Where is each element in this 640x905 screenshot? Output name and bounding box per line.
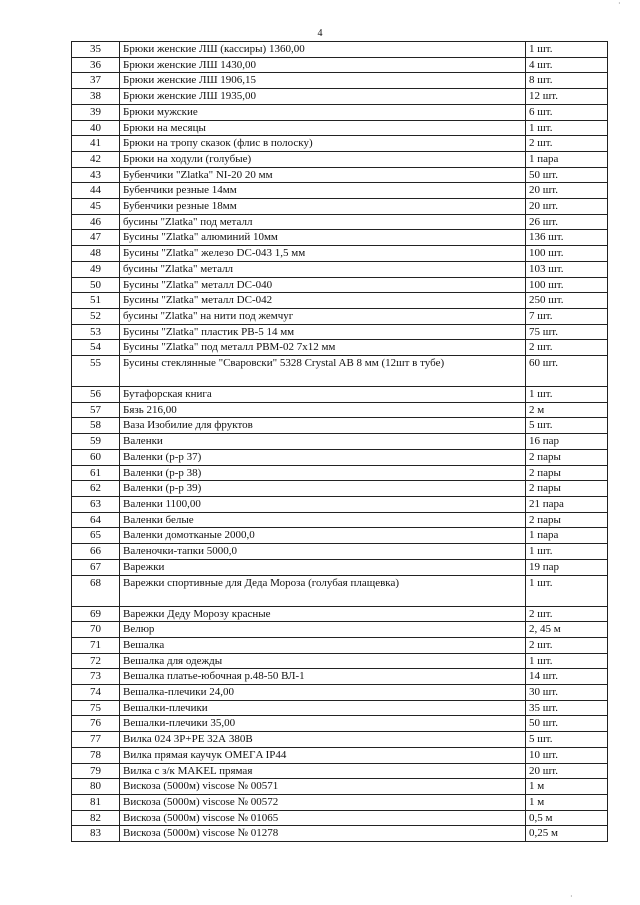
quantity-cell: 1 шт. [526, 120, 608, 136]
table-row [72, 465, 608, 481]
item-name-cell: Вешалки-плечики 35,00 [120, 716, 526, 732]
row-number-cell: 63 [72, 496, 120, 512]
item-name-cell: Бубенчики "Zlatka" NI-20 20 мм [120, 167, 526, 183]
row-number-cell: 60 [72, 449, 120, 465]
table-row [72, 214, 608, 230]
quantity-cell: 75 шт. [526, 324, 608, 340]
quantity-cell: 26 шт. [526, 214, 608, 230]
item-name-cell: Валенки (р-р 38) [120, 465, 526, 481]
row-number-cell: 82 [72, 810, 120, 826]
table-row [72, 637, 608, 653]
table-row [72, 810, 608, 826]
item-name-cell: Бутафорская книга [120, 387, 526, 403]
item-name-cell: Бусины "Zlatka" пластик PB-5 14 мм [120, 324, 526, 340]
quantity-cell: 7 шт. [526, 308, 608, 324]
quantity-cell: 30 шт. [526, 685, 608, 701]
quantity-cell: 5 шт. [526, 732, 608, 748]
item-name-cell: Брюки женские ЛШ 1430,00 [120, 57, 526, 73]
row-number-cell: 40 [72, 120, 120, 136]
quantity-cell: 35 шт. [526, 700, 608, 716]
row-number-cell: 77 [72, 732, 120, 748]
item-name-cell: Валенки (р-р 39) [120, 481, 526, 497]
item-name-cell: Вилка прямая каучук OMEГA IP44 [120, 747, 526, 763]
table-row [72, 622, 608, 638]
item-name-cell: Валенки (р-р 37) [120, 449, 526, 465]
quantity-cell: 1 пара [526, 528, 608, 544]
table-row [72, 434, 608, 450]
table-row [72, 449, 608, 465]
row-number-cell: 46 [72, 214, 120, 230]
scan-artifact-mark: · [618, 0, 621, 8]
quantity-cell: 4 шт. [526, 57, 608, 73]
item-name-cell: бусины "Zlatka" металл [120, 261, 526, 277]
quantity-cell: 2 пары [526, 449, 608, 465]
quantity-cell: 2 шт. [526, 637, 608, 653]
row-number-cell: 64 [72, 512, 120, 528]
table-row [72, 528, 608, 544]
quantity-cell: 1 шт. [526, 653, 608, 669]
item-name-cell: Вискоза (5000м) viscose № 01065 [120, 810, 526, 826]
quantity-cell: 1 шт. [526, 387, 608, 403]
quantity-cell: 20 шт. [526, 763, 608, 779]
row-number-cell: 75 [72, 700, 120, 716]
item-name-cell: Бусины "Zlatka" алюминий 10мм [120, 230, 526, 246]
item-name-cell: Вешалка платье-юбочная р.48-50 ВЛ-1 [120, 669, 526, 685]
table-row [72, 230, 608, 246]
quantity-cell: 5 шт. [526, 418, 608, 434]
table-row [72, 308, 608, 324]
quantity-cell: 1 пара [526, 151, 608, 167]
table-row [72, 73, 608, 89]
quantity-cell: 2 шт. [526, 340, 608, 356]
row-number-cell: 74 [72, 685, 120, 701]
item-name-cell: Вешалка [120, 637, 526, 653]
row-number-cell: 52 [72, 308, 120, 324]
inventory-table [71, 41, 608, 842]
quantity-cell: 103 шт. [526, 261, 608, 277]
quantity-cell: 136 шт. [526, 230, 608, 246]
item-name-cell: Брюки на месяцы [120, 120, 526, 136]
item-name-cell: Ваза Изобилие для фруктов [120, 418, 526, 434]
row-number-cell: 50 [72, 277, 120, 293]
row-number-cell: 68 [72, 575, 120, 606]
table-row [72, 779, 608, 795]
table-row [72, 826, 608, 842]
quantity-cell: 100 шт. [526, 246, 608, 262]
row-number-cell: 47 [72, 230, 120, 246]
quantity-cell: 250 шт. [526, 293, 608, 309]
item-name-cell: Валенки домотканые 2000,0 [120, 528, 526, 544]
table-row [72, 293, 608, 309]
table-row [72, 575, 608, 606]
row-number-cell: 70 [72, 622, 120, 638]
quantity-cell: 2 шт. [526, 136, 608, 152]
table-row [72, 559, 608, 575]
row-number-cell: 62 [72, 481, 120, 497]
row-number-cell: 49 [72, 261, 120, 277]
item-name-cell: Бубенчики резные 14мм [120, 183, 526, 199]
row-number-cell: 36 [72, 57, 120, 73]
row-number-cell: 53 [72, 324, 120, 340]
quantity-cell: 6 шт. [526, 104, 608, 120]
table-row [72, 199, 608, 215]
quantity-cell: 10 шт. [526, 747, 608, 763]
row-number-cell: 45 [72, 199, 120, 215]
item-name-cell: Варежки спортивные для Деда Мороза (голубая плащевка) [120, 575, 526, 606]
quantity-cell: 1 м [526, 779, 608, 795]
table-row [72, 136, 608, 152]
item-name-cell: Варежки [120, 559, 526, 575]
row-number-cell: 39 [72, 104, 120, 120]
table-row [72, 340, 608, 356]
quantity-cell: 2 пары [526, 512, 608, 528]
scan-artifact-mark: · [570, 892, 573, 901]
item-name-cell: Велюр [120, 622, 526, 638]
table-row [72, 151, 608, 167]
row-number-cell: 38 [72, 89, 120, 105]
row-number-cell: 44 [72, 183, 120, 199]
quantity-cell: 2 м [526, 402, 608, 418]
quantity-cell: 1 шт. [526, 42, 608, 58]
row-number-cell: 69 [72, 606, 120, 622]
item-name-cell: Вискоза (5000м) viscose № 01278 [120, 826, 526, 842]
row-number-cell: 42 [72, 151, 120, 167]
item-name-cell: Бусины стеклянные "Сваровски" 5328 Crystal AB 8 мм (12шт в тубе) [120, 356, 526, 387]
item-name-cell: Валенки 1100,00 [120, 496, 526, 512]
table-row [72, 669, 608, 685]
row-number-cell: 67 [72, 559, 120, 575]
row-number-cell: 37 [72, 73, 120, 89]
quantity-cell: 100 шт. [526, 277, 608, 293]
table-row [72, 261, 608, 277]
table-row [72, 42, 608, 58]
quantity-cell: 1 шт. [526, 544, 608, 560]
table-row [72, 544, 608, 560]
item-name-cell: Бусины "Zlatka" металл DC-042 [120, 293, 526, 309]
row-number-cell: 65 [72, 528, 120, 544]
table-row [72, 496, 608, 512]
item-name-cell: Вешалка для одежды [120, 653, 526, 669]
table-row [72, 512, 608, 528]
quantity-cell: 50 шт. [526, 167, 608, 183]
item-name-cell: Бусины "Zlatka" под металл PBM-02 7x12 мм [120, 340, 526, 356]
row-number-cell: 56 [72, 387, 120, 403]
row-number-cell: 66 [72, 544, 120, 560]
row-number-cell: 83 [72, 826, 120, 842]
item-name-cell: Брюки женские ЛШ 1906,15 [120, 73, 526, 89]
item-name-cell: Вискоза (5000м) viscose № 00572 [120, 794, 526, 810]
table-row [72, 606, 608, 622]
row-number-cell: 41 [72, 136, 120, 152]
row-number-cell: 59 [72, 434, 120, 450]
item-name-cell: Вилка 024 3Р+РЕ 32А 380В [120, 732, 526, 748]
table-row [72, 356, 608, 387]
row-number-cell: 81 [72, 794, 120, 810]
table-row [72, 653, 608, 669]
quantity-cell: 19 пар [526, 559, 608, 575]
table-row [72, 716, 608, 732]
quantity-cell: 20 шт. [526, 183, 608, 199]
table-row [72, 763, 608, 779]
page-number: 4 [317, 28, 323, 39]
table-row [72, 104, 608, 120]
item-name-cell: Брюки мужские [120, 104, 526, 120]
table-row [72, 183, 608, 199]
table-row [72, 57, 608, 73]
quantity-cell: 21 пара [526, 496, 608, 512]
row-number-cell: 78 [72, 747, 120, 763]
quantity-cell: 2 пары [526, 465, 608, 481]
quantity-cell: 1 м [526, 794, 608, 810]
quantity-cell: 2 шт. [526, 606, 608, 622]
row-number-cell: 58 [72, 418, 120, 434]
table-row [72, 685, 608, 701]
item-name-cell: Брюки женские ЛШ (кассиры) 1360,00 [120, 42, 526, 58]
row-number-cell: 55 [72, 356, 120, 387]
row-number-cell: 73 [72, 669, 120, 685]
row-number-cell: 48 [72, 246, 120, 262]
row-number-cell: 61 [72, 465, 120, 481]
quantity-cell: 0,25 м [526, 826, 608, 842]
item-name-cell: Бубенчики резные 18мм [120, 199, 526, 215]
table-row [72, 120, 608, 136]
item-name-cell: Бязь 216,00 [120, 402, 526, 418]
item-name-cell: Валенки белые [120, 512, 526, 528]
quantity-cell: 8 шт. [526, 73, 608, 89]
table-row [72, 324, 608, 340]
table-row [72, 402, 608, 418]
quantity-cell: 16 пар [526, 434, 608, 450]
row-number-cell: 54 [72, 340, 120, 356]
item-name-cell: Вилка с з/к MAKEL прямая [120, 763, 526, 779]
table-row [72, 747, 608, 763]
item-name-cell: бусины "Zlatka" под металл [120, 214, 526, 230]
table-row [72, 732, 608, 748]
quantity-cell: 14 шт. [526, 669, 608, 685]
quantity-cell: 12 шт. [526, 89, 608, 105]
inventory-table-body [72, 42, 608, 842]
quantity-cell: 20 шт. [526, 199, 608, 215]
table-row [72, 794, 608, 810]
quantity-cell: 50 шт. [526, 716, 608, 732]
item-name-cell: Брюки женские ЛШ 1935,00 [120, 89, 526, 105]
item-name-cell: Брюки на тропу сказок (флис в полоску) [120, 136, 526, 152]
table-row [72, 167, 608, 183]
table-row [72, 387, 608, 403]
row-number-cell: 79 [72, 763, 120, 779]
item-name-cell: Валенки [120, 434, 526, 450]
quantity-cell: 0,5 м [526, 810, 608, 826]
table-row [72, 418, 608, 434]
item-name-cell: Бусины "Zlatka" железо DC-043 1,5 мм [120, 246, 526, 262]
table-row [72, 481, 608, 497]
table-row [72, 700, 608, 716]
row-number-cell: 43 [72, 167, 120, 183]
row-number-cell: 71 [72, 637, 120, 653]
item-name-cell: Брюки на ходули (голубые) [120, 151, 526, 167]
row-number-cell: 80 [72, 779, 120, 795]
row-number-cell: 35 [72, 42, 120, 58]
quantity-cell: 60 шт. [526, 356, 608, 387]
item-name-cell: Вешалки-плечики [120, 700, 526, 716]
quantity-cell: 2, 45 м [526, 622, 608, 638]
row-number-cell: 76 [72, 716, 120, 732]
item-name-cell: Бусины "Zlatka" металл DC-040 [120, 277, 526, 293]
item-name-cell: Валеночки-тапки 5000,0 [120, 544, 526, 560]
item-name-cell: бусины "Zlatka" на нити под жемчуг [120, 308, 526, 324]
item-name-cell: Варежки Деду Морозу красные [120, 606, 526, 622]
row-number-cell: 72 [72, 653, 120, 669]
table-row [72, 246, 608, 262]
item-name-cell: Вешалка-плечики 24,00 [120, 685, 526, 701]
table-row [72, 277, 608, 293]
row-number-cell: 51 [72, 293, 120, 309]
quantity-cell: 2 пары [526, 481, 608, 497]
item-name-cell: Вискоза (5000м) viscose № 00571 [120, 779, 526, 795]
quantity-cell: 1 шт. [526, 575, 608, 606]
table-row [72, 89, 608, 105]
row-number-cell: 57 [72, 402, 120, 418]
